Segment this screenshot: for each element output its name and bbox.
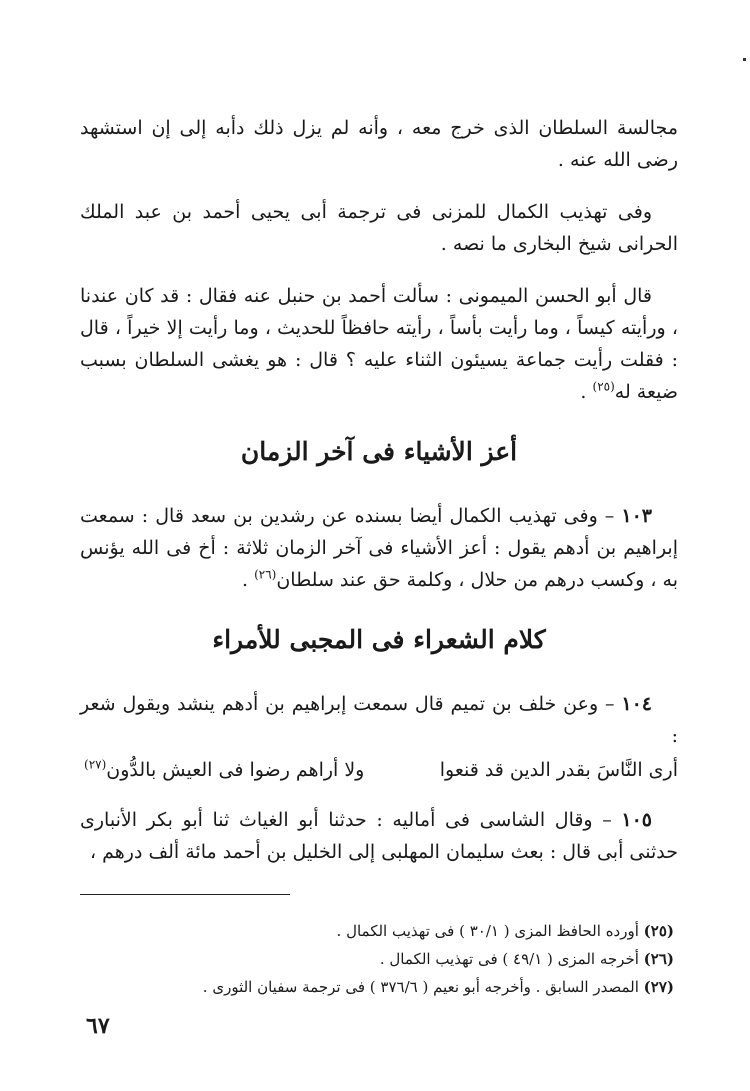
footnote-25 bbox=[80, 917, 674, 945]
paragraph-4 bbox=[80, 500, 678, 596]
item-number-105: ١٠٥ bbox=[621, 809, 652, 831]
section-heading-2: كلام الشعراء فى المجبى للأمراء bbox=[212, 625, 546, 654]
scan-mark bbox=[743, 58, 746, 61]
paragraph-3 bbox=[80, 280, 678, 408]
paragraph-6 bbox=[80, 804, 678, 868]
footnote-text: أورده الحافظ المزى ( ٣٠/١ ) فى تهذيب الكمال . bbox=[336, 922, 644, 940]
footnote-number: (٢٥) bbox=[643, 922, 674, 940]
footnote-divider bbox=[80, 894, 290, 895]
item-number-103: ١٠٣ bbox=[621, 505, 652, 527]
footnote-text: المصدر السابق . وأخرجه أبو نعيم ( ٣٧٦/٦ ) فى ترجمة سفيان الثورى . bbox=[202, 978, 644, 996]
page-content bbox=[80, 112, 678, 1001]
section-heading-1: أعز الأشياء فى آخر الزمان bbox=[240, 437, 518, 466]
paragraph-1: مجالسة السلطان الذى خرج معه ، وأنه لم يزل ذلك دأبه إلى إن استشهد رضى الله عنه . bbox=[80, 117, 678, 171]
footnote-number: (٢٧) bbox=[643, 978, 674, 996]
paragraph-4-end: . bbox=[241, 569, 255, 591]
footnote-26 bbox=[80, 945, 674, 973]
footnote-text: أخرجه المزى ( ٤٩/١ ) فى تهذيب الكمال . bbox=[379, 950, 644, 968]
poem-first-hemistich: أرى النَّاسَ بقدر الدين قد قنعوا bbox=[439, 759, 678, 781]
footnote-ref-25[interactable]: (٢٥) bbox=[592, 379, 615, 394]
paragraph-4-text: – وفى تهذيب الكمال أيضا بسنده عن رشدين بن سعد قال : سمعت إبراهيم بن أدهم يقول : أعز الأشياء فى آخر الزمان ثلاثة : أخ فى الله يؤنس به ، وكسب درهم من حلال ، وكلمة حق عند سلطان bbox=[80, 505, 678, 591]
paragraph-5 bbox=[80, 688, 678, 752]
page-number: ٦٧ bbox=[86, 1013, 110, 1039]
item-number-104: ١٠٤ bbox=[621, 693, 652, 715]
footnote-number: (٢٦) bbox=[643, 950, 674, 968]
paragraph-6-text: – وقال الشاسى فى أماليه : حدثنا أبو الغياث ثنا أبو بكر الأنبارى حدثنى أبى قال : بعث سليمان المهلبى إلى الخليل بن أحمد مائة ألف درهم ، bbox=[80, 809, 678, 863]
paragraph-2: وفى تهذيب الكمال للمزنى فى ترجمة أبى يحيى أحمد بن عبد الملك الحرانى شيخ البخارى ما نصه . bbox=[80, 201, 678, 255]
footnote-ref-26[interactable]: (٢٦) bbox=[254, 567, 277, 582]
footnotes bbox=[80, 917, 678, 1001]
paragraph-3-end: . bbox=[580, 381, 593, 403]
paragraph-5-text: – وعن خلف بن تميم قال سمعت إبراهيم بن أدهم ينشد ويقول شعر : bbox=[80, 693, 678, 747]
footnote-ref-27[interactable]: (٢٧) bbox=[84, 757, 107, 772]
footnote-27 bbox=[80, 973, 674, 1001]
paragraph-3-text: قال أبو الحسن الميمونى : سألت أحمد بن حنبل عنه فقال : قد كان عندنا ، ورأيته كيساً ، وما رأيت بأساً ، رأيته حافظاً للحديث ، وما رأيت إلا خيراً ، قال : فقلت رأيت جماعة يسيئون الثناء عليه ؟ قال : هو يغشى السلطان بسبب ضيعة له bbox=[80, 285, 678, 403]
poem-second-hemistich-wrap bbox=[84, 754, 364, 786]
poem-second-hemistich: ولا أراهم رضوا فى العيش بالدُّون bbox=[106, 759, 365, 781]
poem-verse bbox=[80, 754, 678, 786]
